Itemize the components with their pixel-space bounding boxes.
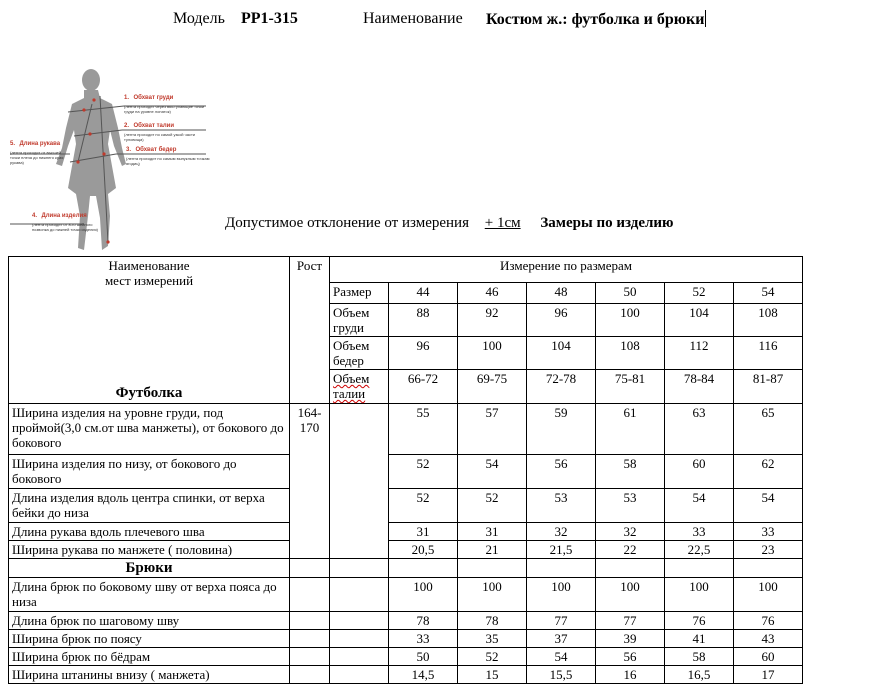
measure-value: 41 — [665, 630, 734, 648]
measurement-table — [8, 256, 803, 684]
label-waist: 2. Обхват талии (лента проходит по самой узкой части туловища) — [124, 123, 196, 142]
name-label: Наименование — [363, 10, 463, 27]
empty-cell — [330, 559, 389, 578]
deviation-line — [225, 215, 674, 232]
empty-cell — [527, 559, 596, 578]
deviation-text: Допустимое отклонение от измерения — [225, 215, 469, 231]
header-cell-name: Наименование мест измерений Футболка — [9, 257, 290, 404]
param-value: 48 — [527, 283, 596, 304]
param-value: 50 — [596, 283, 665, 304]
param-value: 96 — [389, 337, 458, 370]
label-sleeve: 5. Длина рукава (лента проходит от высшей точки плеча до нижнего края рукава) — [10, 141, 64, 165]
table-row — [9, 612, 803, 630]
section-pants: Брюки — [9, 559, 290, 578]
measure-value: 76 — [734, 612, 803, 630]
measure-value: 60 — [665, 455, 734, 489]
text-cursor — [705, 10, 706, 27]
height-value: 164-170 — [290, 404, 330, 559]
name-value-wrap[interactable] — [486, 10, 706, 29]
measure-label: Длина рукава вдоль плечевого шва — [9, 523, 290, 541]
param-value: 78-84 — [665, 370, 734, 404]
measure-label: Ширина изделия на уровне груди, под проймой(3,0 см.от шва манжеты), от бокового до бокового — [9, 404, 290, 455]
measure-value: 33 — [734, 523, 803, 541]
empty-cell — [330, 404, 389, 559]
table-row — [9, 404, 803, 455]
param-label: Объем талии — [330, 370, 389, 404]
empty-cell — [330, 612, 389, 630]
measure-value: 100 — [596, 578, 665, 612]
measure-value: 16 — [596, 666, 665, 684]
measure-value: 61 — [596, 404, 665, 455]
measure-value: 31 — [458, 523, 527, 541]
measure-value: 52 — [458, 648, 527, 666]
measure-value: 32 — [527, 523, 596, 541]
param-value: 96 — [527, 304, 596, 337]
measure-value: 54 — [665, 489, 734, 523]
measure-label: Ширина брюк по поясу — [9, 630, 290, 648]
section-row — [9, 559, 803, 578]
deviation-tolerance: + 1см — [484, 215, 521, 231]
empty-cell — [290, 578, 330, 612]
measure-value: 57 — [458, 404, 527, 455]
empty-cell — [665, 559, 734, 578]
measure-value: 100 — [665, 578, 734, 612]
param-value: 108 — [734, 304, 803, 337]
param-value: 100 — [458, 337, 527, 370]
measure-label: Длина брюк по боковому шву от верха пояса до низа — [9, 578, 290, 612]
param-value: 52 — [665, 283, 734, 304]
param-value: 92 — [458, 304, 527, 337]
measure-value: 78 — [389, 612, 458, 630]
document-header — [0, 10, 886, 32]
param-value: 69-75 — [458, 370, 527, 404]
measure-value: 58 — [665, 648, 734, 666]
measure-value: 65 — [734, 404, 803, 455]
empty-cell — [290, 559, 330, 578]
measure-value: 23 — [734, 541, 803, 559]
table-row — [9, 489, 803, 523]
measure-value: 78 — [458, 612, 527, 630]
measure-value: 16,5 — [665, 666, 734, 684]
empty-cell — [290, 630, 330, 648]
measure-label: Длина брюк по шаговому шву — [9, 612, 290, 630]
param-value: 88 — [389, 304, 458, 337]
measure-value: 33 — [665, 523, 734, 541]
measure-label: Ширина рукава по манжете ( половина) — [9, 541, 290, 559]
label-chest: 1. Обхват груди (лента проходит через выступающие точки груди на уровне лопаток) — [124, 95, 205, 114]
measure-value: 20,5 — [389, 541, 458, 559]
measure-value: 43 — [734, 630, 803, 648]
measure-value: 35 — [458, 630, 527, 648]
param-value: 46 — [458, 283, 527, 304]
measure-value: 54 — [527, 648, 596, 666]
empty-cell — [330, 578, 389, 612]
empty-cell — [330, 648, 389, 666]
param-value: 66-72 — [389, 370, 458, 404]
param-value: 81-87 — [734, 370, 803, 404]
param-value: 104 — [665, 304, 734, 337]
measure-value: 53 — [527, 489, 596, 523]
table-row — [9, 630, 803, 648]
measure-label: Ширина изделия по низу, от бокового до бокового — [9, 455, 290, 489]
empty-cell — [389, 559, 458, 578]
table-row — [9, 523, 803, 541]
measure-value: 22 — [596, 541, 665, 559]
measure-value: 50 — [389, 648, 458, 666]
name-value: Костюм ж.: футболка и брюки — [486, 11, 705, 28]
param-value: 104 — [527, 337, 596, 370]
empty-cell — [330, 666, 389, 684]
measure-label: Ширина штанины внизу ( манжета) — [9, 666, 290, 684]
param-value: 44 — [389, 283, 458, 304]
measure-value: 21 — [458, 541, 527, 559]
measure-value: 17 — [734, 666, 803, 684]
empty-cell — [596, 559, 665, 578]
measure-value: 15 — [458, 666, 527, 684]
measure-label: Длина изделия вдоль центра спинки, от верха бейки до низа — [9, 489, 290, 523]
param-label: Размер — [330, 283, 389, 304]
table-row — [9, 666, 803, 684]
table-row — [9, 455, 803, 489]
measure-value: 60 — [734, 648, 803, 666]
deviation-note: Замеры по изделию — [540, 215, 674, 231]
param-value: 108 — [596, 337, 665, 370]
table-row — [9, 648, 803, 666]
param-value: 116 — [734, 337, 803, 370]
measure-value: 56 — [527, 455, 596, 489]
measure-value: 37 — [527, 630, 596, 648]
measure-value: 100 — [389, 578, 458, 612]
empty-cell — [734, 559, 803, 578]
param-value: 75-81 — [596, 370, 665, 404]
measure-value: 56 — [596, 648, 665, 666]
measure-value: 100 — [527, 578, 596, 612]
measure-value: 32 — [596, 523, 665, 541]
measure-value: 22,5 — [665, 541, 734, 559]
measure-value: 77 — [596, 612, 665, 630]
measure-value: 100 — [458, 578, 527, 612]
measure-value: 53 — [596, 489, 665, 523]
measure-value: 62 — [734, 455, 803, 489]
empty-cell — [290, 612, 330, 630]
measure-value: 55 — [389, 404, 458, 455]
label-length: 4. Длина изделия (лента проходит от 8-го шейного позвонка до нижней точки изделия) — [32, 213, 99, 232]
measurement-figure — [4, 66, 214, 256]
measure-value: 33 — [389, 630, 458, 648]
param-value: 54 — [734, 283, 803, 304]
param-value: 72-78 — [527, 370, 596, 404]
measure-value: 39 — [596, 630, 665, 648]
measure-value: 76 — [665, 612, 734, 630]
section-shirt: Футболка — [115, 385, 183, 401]
empty-cell — [330, 630, 389, 648]
measure-value: 52 — [389, 489, 458, 523]
measure-value: 100 — [734, 578, 803, 612]
empty-cell — [290, 648, 330, 666]
measure-value: 59 — [527, 404, 596, 455]
measure-value: 31 — [389, 523, 458, 541]
measure-value: 52 — [389, 455, 458, 489]
empty-cell — [290, 666, 330, 684]
measure-value: 14,5 — [389, 666, 458, 684]
measure-value: 21,5 — [527, 541, 596, 559]
measure-value: 52 — [458, 489, 527, 523]
param-label: Объем груди — [330, 304, 389, 337]
measure-value: 58 — [596, 455, 665, 489]
measure-value: 15,5 — [527, 666, 596, 684]
param-label: Объем бедер — [330, 337, 389, 370]
measure-value: 54 — [458, 455, 527, 489]
measure-value: 77 — [527, 612, 596, 630]
header-cell-sizes: Измерение по размерам — [330, 257, 803, 283]
empty-cell — [458, 559, 527, 578]
label-hips: 3. Обхват бедер (лента проходит по самым выпуклым точкам ягодиц) — [126, 147, 210, 166]
measure-value: 54 — [734, 489, 803, 523]
measure-label: Ширина брюк по бёдрам — [9, 648, 290, 666]
param-value: 100 — [596, 304, 665, 337]
measure-value: 63 — [665, 404, 734, 455]
header-cell-height: Рост — [290, 257, 330, 404]
table-row — [9, 541, 803, 559]
model-label: Модель — [173, 10, 225, 27]
model-value: РР1-315 — [241, 10, 298, 27]
param-value: 112 — [665, 337, 734, 370]
table-row — [9, 578, 803, 612]
